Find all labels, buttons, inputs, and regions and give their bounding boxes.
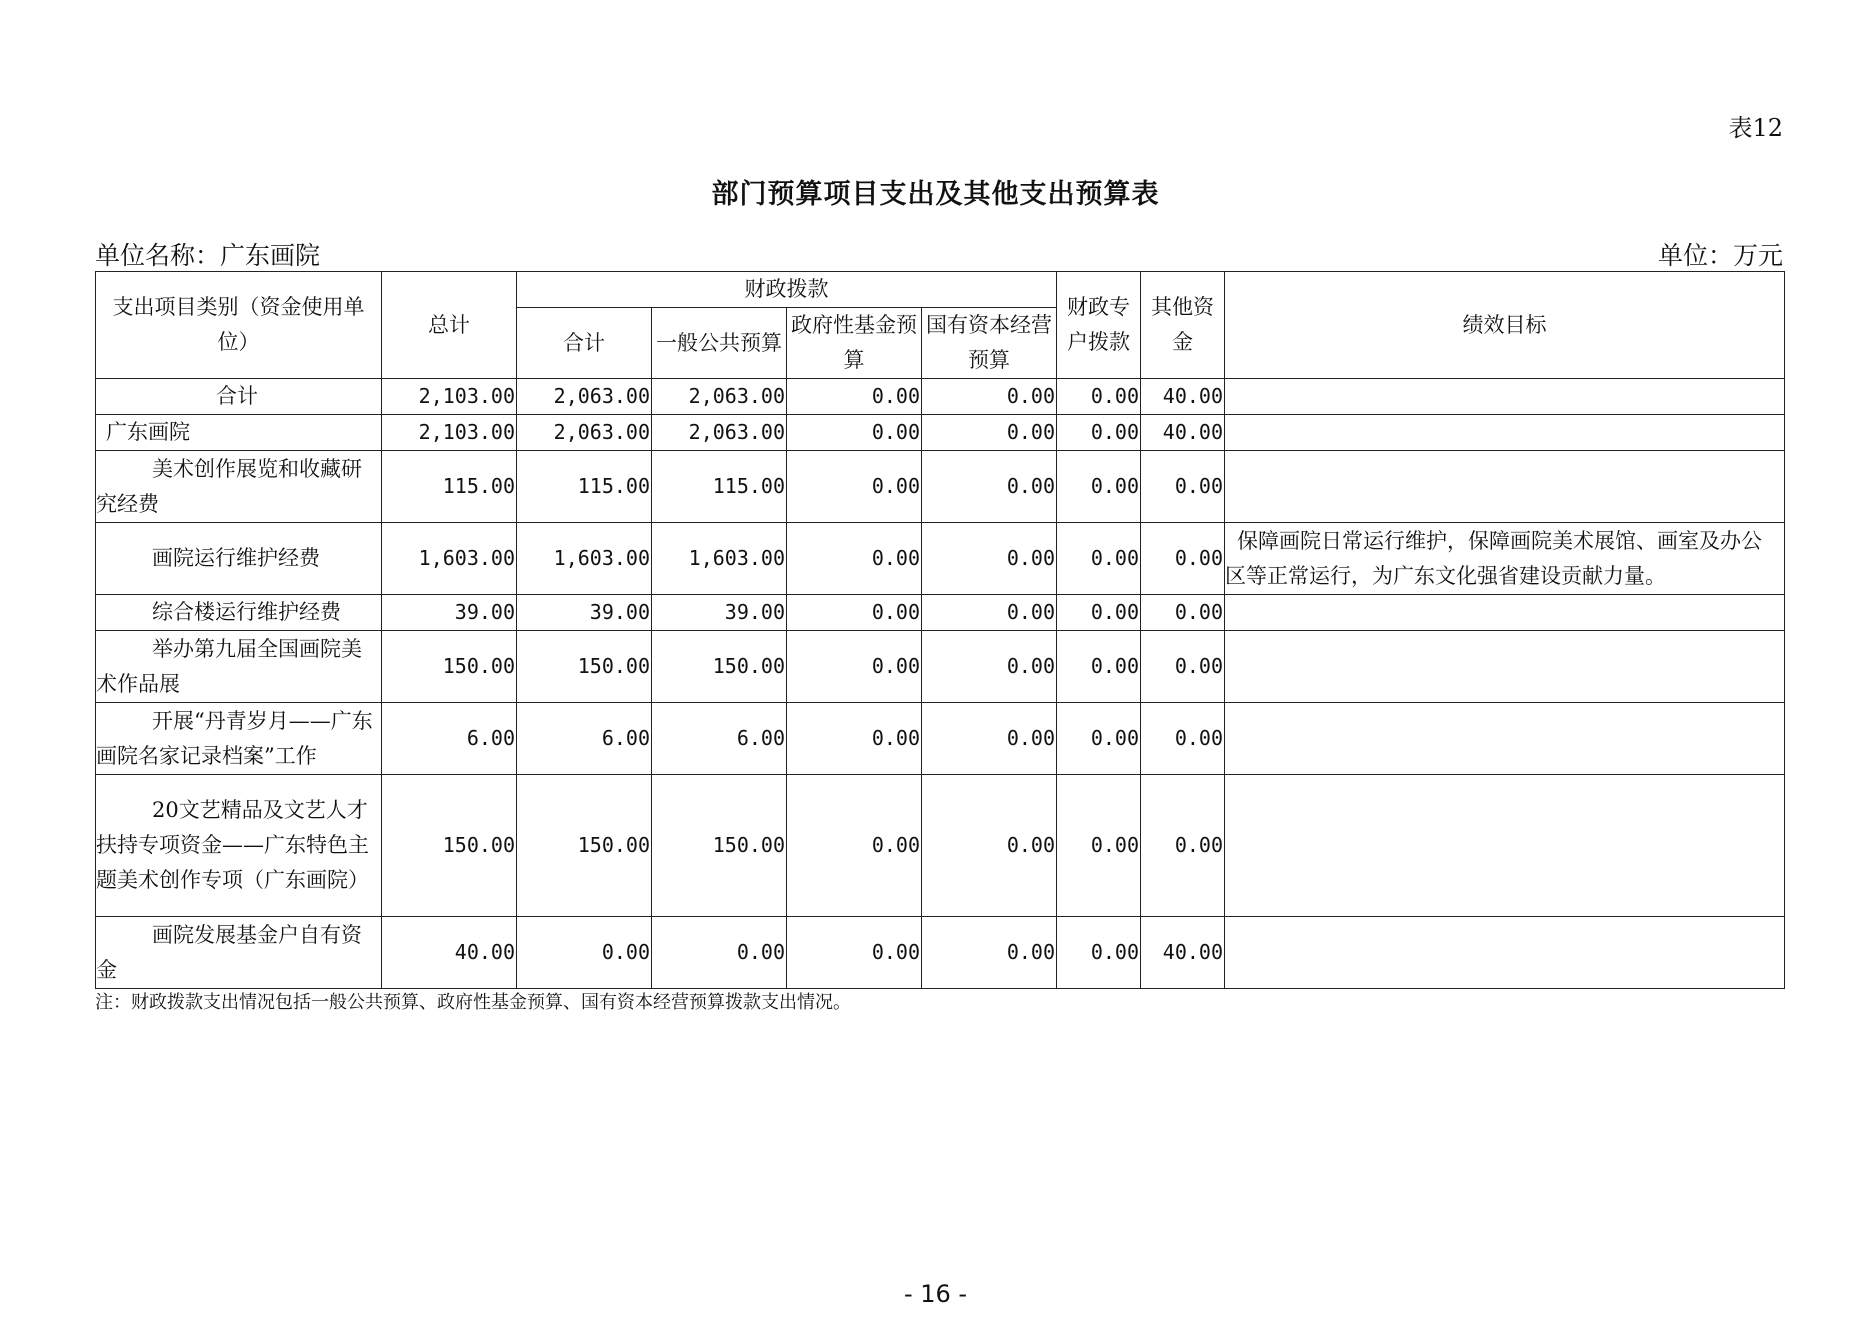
cell-other: 0.00	[1141, 451, 1225, 523]
cell-state-capital: 0.00	[922, 379, 1057, 415]
cell-total: 6.00	[382, 703, 517, 775]
cell-state-capital: 0.00	[922, 703, 1057, 775]
table-row	[96, 917, 1785, 989]
cell-performance-goal	[1225, 451, 1785, 523]
cell-other: 40.00	[1141, 379, 1225, 415]
cell-other: 40.00	[1141, 415, 1225, 451]
header-performance-goal: 绩效目标	[1225, 272, 1785, 379]
cell-total: 39.00	[382, 595, 517, 631]
table-row	[96, 775, 1785, 917]
cell-special-account: 0.00	[1057, 703, 1141, 775]
cell-performance-goal	[1225, 415, 1785, 451]
cell-fiscal-sum: 1,603.00	[517, 523, 652, 595]
cell-general: 115.00	[652, 451, 787, 523]
cell-performance-goal	[1225, 379, 1785, 415]
cell-fiscal-sum: 6.00	[517, 703, 652, 775]
cell-gov-fund: 0.00	[787, 415, 922, 451]
row-item-name: 美术创作展览和收藏研究经费	[96, 451, 382, 523]
header-state-capital-budget: 国有资本经营预算	[922, 308, 1057, 379]
cell-other: 0.00	[1141, 703, 1225, 775]
table-row	[96, 703, 1785, 775]
table-row	[96, 379, 1785, 415]
cell-other: 0.00	[1141, 631, 1225, 703]
header-other-funds: 其他资金	[1141, 272, 1225, 379]
row-item-name: 广东画院	[96, 415, 382, 451]
footnote: 注：财政拨款支出情况包括一般公共预算、政府性基金预算、国有资本经营预算拨款支出情况。	[95, 992, 851, 1013]
budget-table	[95, 271, 1785, 989]
currency-unit-label: 单位：万元	[1657, 241, 1783, 270]
cell-total: 1,603.00	[382, 523, 517, 595]
cell-gov-fund: 0.00	[787, 379, 922, 415]
header-fiscal-sum: 合计	[517, 308, 652, 379]
cell-special-account: 0.00	[1057, 775, 1141, 917]
cell-special-account: 0.00	[1057, 523, 1141, 595]
table-row	[96, 523, 1785, 595]
table-number: 表12	[1728, 114, 1783, 142]
row-item-name: 20文艺精品及文艺人才扶持专项资金——广东特色主题美术创作专项（广东画院）	[96, 775, 382, 917]
cell-state-capital: 0.00	[922, 775, 1057, 917]
cell-total: 40.00	[382, 917, 517, 989]
cell-special-account: 0.00	[1057, 379, 1141, 415]
row-item-name: 举办第九届全国画院美术作品展	[96, 631, 382, 703]
cell-special-account: 0.00	[1057, 595, 1141, 631]
cell-performance-goal	[1225, 703, 1785, 775]
cell-other: 0.00	[1141, 775, 1225, 917]
unit-name-label: 单位名称：广东画院	[95, 241, 321, 270]
header-special-account: 财政专户拨款	[1057, 272, 1141, 379]
cell-performance-goal: 保障画院日常运行维护，保障画院美术展馆、画室及办公区等正常运行，为广东文化强省建设贡献力量。	[1225, 523, 1785, 595]
cell-general: 1,603.00	[652, 523, 787, 595]
cell-state-capital: 0.00	[922, 631, 1057, 703]
cell-total: 2,103.00	[382, 379, 517, 415]
row-item-name: 合计	[96, 379, 382, 415]
cell-other: 0.00	[1141, 595, 1225, 631]
cell-gov-fund: 0.00	[787, 451, 922, 523]
cell-state-capital: 0.00	[922, 415, 1057, 451]
cell-general: 39.00	[652, 595, 787, 631]
cell-fiscal-sum: 0.00	[517, 917, 652, 989]
cell-general: 6.00	[652, 703, 787, 775]
cell-performance-goal	[1225, 631, 1785, 703]
table-row	[96, 631, 1785, 703]
cell-performance-goal	[1225, 917, 1785, 989]
cell-special-account: 0.00	[1057, 631, 1141, 703]
cell-state-capital: 0.00	[922, 523, 1057, 595]
cell-general: 150.00	[652, 775, 787, 917]
cell-total: 115.00	[382, 451, 517, 523]
cell-state-capital: 0.00	[922, 451, 1057, 523]
header-gov-fund-budget: 政府性基金预算	[787, 308, 922, 379]
header-total: 总计	[382, 272, 517, 379]
cell-total: 2,103.00	[382, 415, 517, 451]
cell-special-account: 0.00	[1057, 415, 1141, 451]
cell-state-capital: 0.00	[922, 595, 1057, 631]
cell-fiscal-sum: 115.00	[517, 451, 652, 523]
cell-gov-fund: 0.00	[787, 595, 922, 631]
cell-special-account: 0.00	[1057, 917, 1141, 989]
row-item-name: 开展“丹青岁月——广东画院名家记录档案”工作	[96, 703, 382, 775]
header-fiscal: 财政拨款	[517, 272, 1057, 308]
cell-general: 0.00	[652, 917, 787, 989]
cell-fiscal-sum: 150.00	[517, 631, 652, 703]
cell-gov-fund: 0.00	[787, 631, 922, 703]
cell-other: 40.00	[1141, 917, 1225, 989]
row-item-name: 综合楼运行维护经费	[96, 595, 382, 631]
table-row	[96, 415, 1785, 451]
page-number: - 16 -	[903, 1280, 968, 1308]
table-row	[96, 451, 1785, 523]
cell-other: 0.00	[1141, 523, 1225, 595]
cell-gov-fund: 0.00	[787, 917, 922, 989]
header-item: 支出项目类别（资金使用单位）	[96, 272, 382, 379]
cell-general: 2,063.00	[652, 415, 787, 451]
table-row	[96, 595, 1785, 631]
cell-fiscal-sum: 2,063.00	[517, 379, 652, 415]
cell-special-account: 0.00	[1057, 451, 1141, 523]
cell-general: 2,063.00	[652, 379, 787, 415]
cell-fiscal-sum: 150.00	[517, 775, 652, 917]
cell-total: 150.00	[382, 775, 517, 917]
cell-performance-goal	[1225, 775, 1785, 917]
cell-state-capital: 0.00	[922, 917, 1057, 989]
page-title: 部门预算项目支出及其他支出预算表	[711, 179, 1160, 210]
header-general-budget: 一般公共预算	[652, 308, 787, 379]
cell-general: 150.00	[652, 631, 787, 703]
cell-gov-fund: 0.00	[787, 775, 922, 917]
cell-fiscal-sum: 2,063.00	[517, 415, 652, 451]
cell-total: 150.00	[382, 631, 517, 703]
cell-gov-fund: 0.00	[787, 703, 922, 775]
cell-performance-goal	[1225, 595, 1785, 631]
cell-fiscal-sum: 39.00	[517, 595, 652, 631]
row-item-name: 画院运行维护经费	[96, 523, 382, 595]
cell-gov-fund: 0.00	[787, 523, 922, 595]
row-item-name: 画院发展基金户自有资金	[96, 917, 382, 989]
